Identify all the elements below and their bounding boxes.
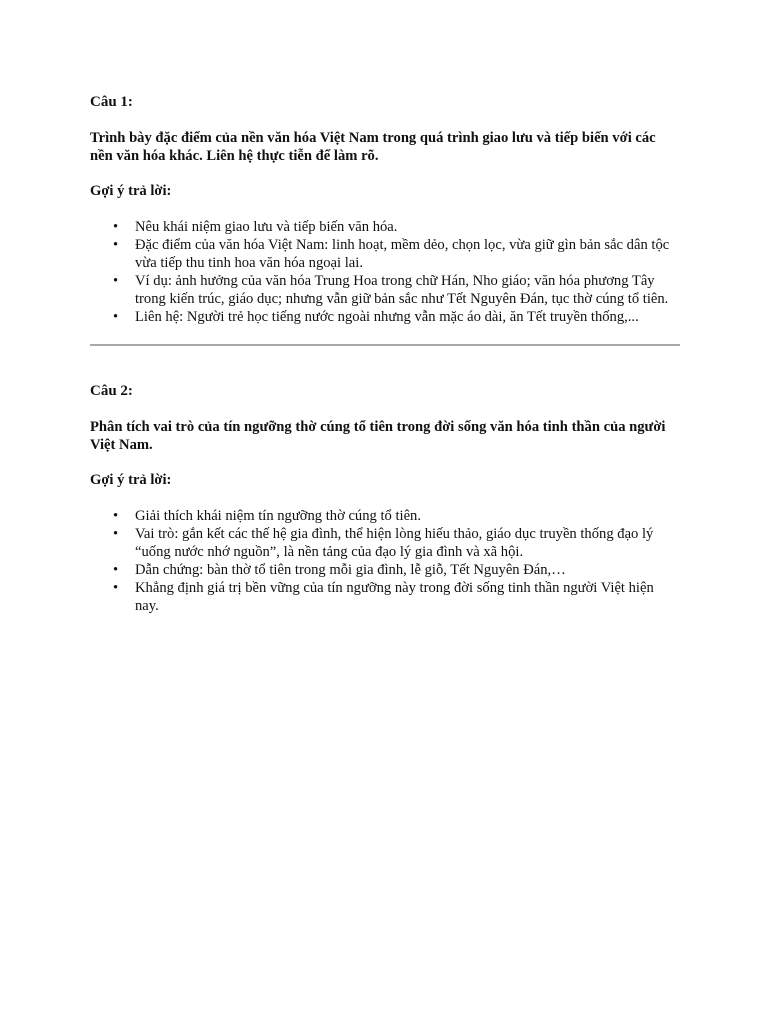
question-2-prompt: Phân tích vai trò của tín ngưỡng thờ cúng tổ tiên trong đời sống văn hóa tinh thần của người Việt Nam. [90,419,666,453]
list-item: • Nêu khái niệm giao lưu và tiếp biến văn hóa. [135,218,680,236]
list-item: • Giải thích khái niệm tín ngưỡng thờ cúng tổ tiên. [135,507,680,525]
question-1-answer-points [90,218,680,326]
list-item: • Khẳng định giá trị bền vững của tín ngưỡng này trong đời sống tinh thần người Việt hiện nay. [135,579,680,615]
question-2-heading: Câu 2: [90,383,133,399]
list-item: • Ví dụ: ảnh hưởng của văn hóa Trung Hoa trong chữ Hán, Nho giáo; văn hóa phương Tây trong kiến trúc, giáo dục; nhưng vẫn giữ bản sắc như Tết Nguyên Đán, tục thờ cúng tổ tiên. [135,272,680,308]
question-1-heading: Câu 1: [90,94,133,110]
list-item: • Đặc điểm của văn hóa Việt Nam: linh hoạt, mềm dẻo, chọn lọc, vừa giữ gìn bản sắc dân tộc vừa tiếp thu tinh hoa văn hóa ngoại lai. [135,236,680,272]
question-2-hint-label: Gợi ý trả lời: [90,472,172,488]
horizontal-divider [90,344,680,346]
question-1-prompt: Trình bày đặc điểm của nền văn hóa Việt Nam trong quá trình giao lưu và tiếp biến với các nền văn hóa khác. Liên hệ thực tiễn để làm rõ. [90,130,656,164]
question-1-hint-label: Gợi ý trả lời: [90,183,172,199]
question-2-answer-points [90,507,680,615]
document-page [90,92,680,615]
list-item: • Vai trò: gắn kết các thế hệ gia đình, thể hiện lòng hiếu thảo, giáo dục truyền thống đạo lý “uống nước nhớ nguồn”, là nền tảng của đạo lý gia đình và xã hội. [135,525,680,561]
list-item: • Dẫn chứng: bàn thờ tổ tiên trong mỗi gia đình, lễ giỗ, Tết Nguyên Đán,… [135,561,680,579]
list-item: • Liên hệ: Người trẻ học tiếng nước ngoài nhưng vẫn mặc áo dài, ăn Tết truyền thống,... [135,308,680,326]
